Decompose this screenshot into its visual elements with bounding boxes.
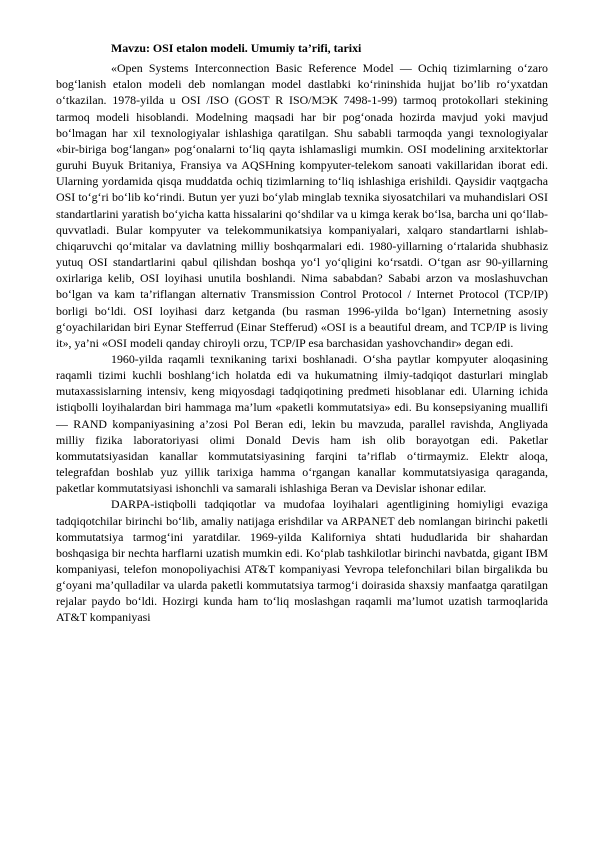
document-heading: Mavzu: OSI etalon modeli. Umumiy ta’rifi, tarixi <box>111 41 362 55</box>
document-page <box>56 40 548 626</box>
paragraph-osi-history: «Open Systems Interconnection Basic Reference Model — Ochiq tizimlarning o‘zaro bog‘lanish etalon modeli deb nomlangan model dastlabki ko‘rininshida hujjat bo’lib ro‘yxatdan o‘tkazilan. 1978-yilda u OSI /ISO (GOST R ISO/МЭК 7498-1-99) tarmoq protokollari stekining tarmoq modeli hisoblandi. Modelning maqsadi har bir pog‘onada hozirda mavjud yoki mavjud bo‘lmagan har xil texnologiyalar ishlashiga qaratilgan. Shu sababli tarmoqda yangi texnologiyalar «bir-biriga bog‘langan» pog‘onalarni to‘liq qayta ishlamasligi mumkin. OSI modelining arxitektorlar guruhi Buyuk Britaniya, Fransiya va AQSHning kompyuter-telekom sanoati vakillaridan iborat edi. Ularning yordamida qisqa muddatda ochiq tizimlarning to‘liq ishlashiga erishildi. Qaysidir vaqtgacha OSI to‘g‘ri bo‘lib ko‘rindi. Butun yer yuzi bo‘ylab minglab texnika siyosatchilari va muhandislari OSI standartlarini yaratish bo‘yicha katta hissalarini qo‘shdilar va u kimga kerak bo‘lsa, barcha uni qo‘llab-quvvatladi. Bular kompyuter va telekommunikatsiya kompaniyalari, xalqaro standartlarni ishlab-chiqaruvchi qo‘mitalar va davlatning milliy boshqarmalari edi. 1980-yillarning o‘rtalarida shubhasiz yutuq OSI standartlarini qabul qilishdan boshqa yo‘l yo‘qligini ko‘rsatdi. O‘tgan asr 90-yillarning oxirlariga kelib, OSI loyihasi unutila boshlandi. Nima sababdan? Sababi arzon va moslashuvchan bo‘lgan va kam ta’riflangan alternativ Transmission Control Protocol / Internet Protocol (TCP/IP) borligi bo‘ldi. OSI loyihasi darz ketganda (bu rasman 1996-yilda bo‘lgan) Internetning asosiy g‘oyachilaridan biri Eynar Stefferrud (Einar Stefferud) «OSI is a beautiful dream, and TCP/IP is living it», ya’ni «OSI modeli qanday chiroyli orzu, TCP/IP esa barchasidan yashovchandir» degan edi. <box>56 61 548 350</box>
paragraph-packet-switching: 1960-yilda raqamli texnikaning tarixi boshlanadi. O‘sha paytlar kompyuter aloqasining raqamli tizimi kuchli boshlang‘ich holatda edi va hukumatning ilmiy-tadqiqot dasturlari minglab mutaxassislarning intensiv, keng miqyosdagi tadqiqotining predmeti hisoblanar edi. Ularning ichida istiqbolli loyihalardan biri hammaga ma’lum «paketli kommutatsiya» edi. Bu konsepsiyaning muallifi — RAND kompaniyasining a’zosi Pol Beran edi, lekin bu mavzuda, parallel ravishda, Angliyada milliy fizika laboratoriyasi olimi Donald Devis ham ish olib borayotgan edi. Paketlar kommutatsiyasidan kanallar kommutatsiyasining farqini ta’riflab o‘tirmaymiz. Elektr aloqa, telegrafdan boshlab yuz yillik tarixiga hamma o‘rgangan kanallar kommutatsiyasiga qaraganda, paketlar kommutatsiyasi ishonchli va samarali ishlashiga Beran va Devislar ishonar edilar. <box>56 351 548 496</box>
paragraph-arpanet: DARPA-istiqbolli tadqiqotlar va mudofaa loyihalari agentligining homiyligi evaziga tadqiqotchilar birinchi bo‘lib, amaliy natijaga erishdilar va ARPANET deb nomlangan birinchi paketli kommutatsiya tarmog‘ini yaratdilar. 1969-yilda Kaliforniya shtati hududlarida bir shahardan boshqasiga bir nechta harflarni uzatish mumkin edi. Ko‘plab tashkilotlar birinchi navbatda, gigant IBM kompaniyasi, telefon monopoliyachisi AT&T kompaniyasi Yevropa telefonchilari bilan birgalikda bu g‘oyani ma’qulladilar va ularda paketli kommutatsiya tarmog‘i doirasida shaxsiy manfaatga qaratilgan rejalar paydo bo‘ldi. Hozirgi kunda ham to‘liq moslashgan raqamli ma’lumot uzatish tarmoqlarida AT&T kompaniyasi <box>56 497 549 625</box>
